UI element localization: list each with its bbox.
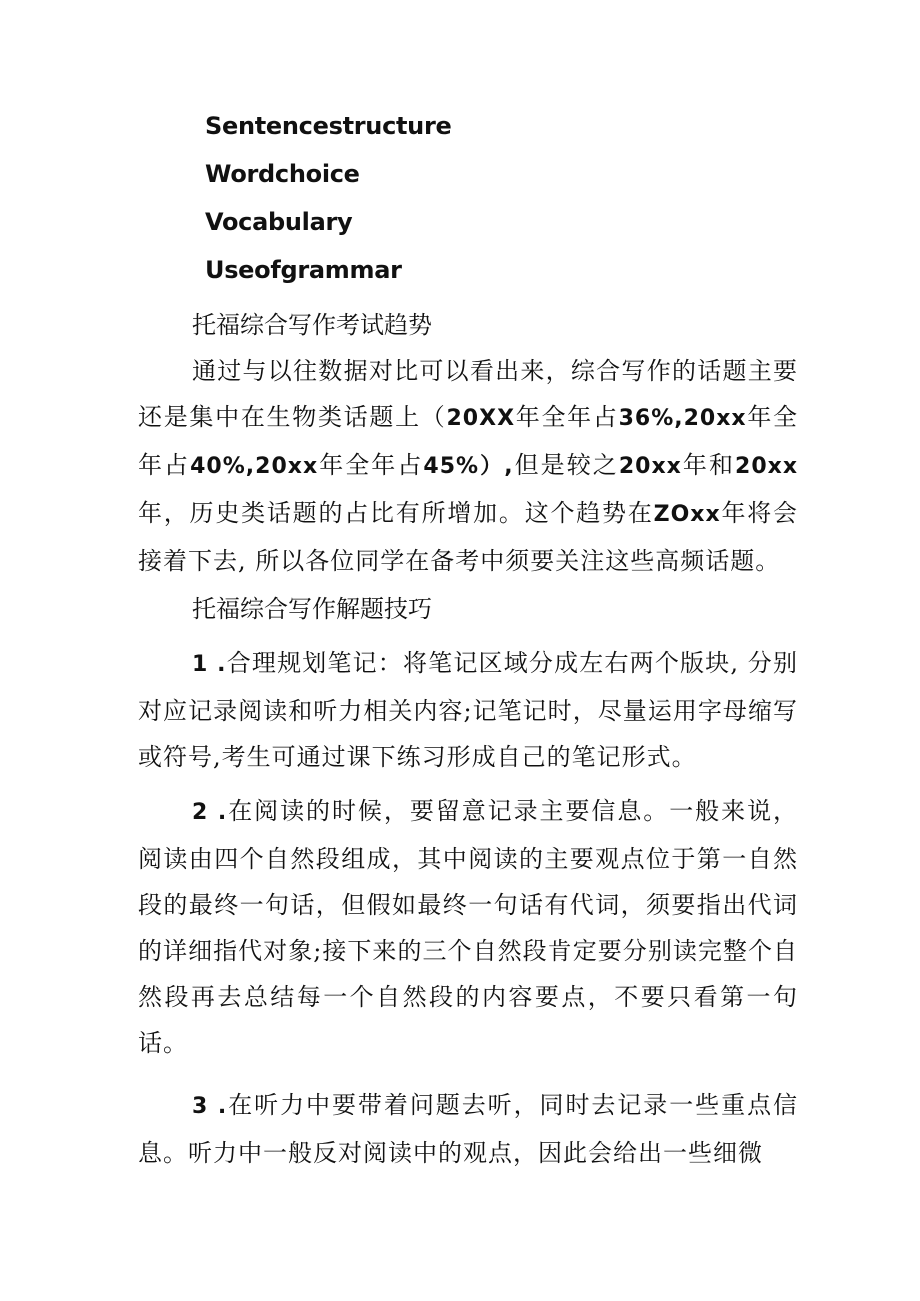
tip-text: 在阅读的时候，要留意记录主要信息。一般来说，阅读由四个自然段组成，其中阅读的主要观点位于第一自然段的最终一句话，但假如最终一句话有代词，须要指出代词的详细指代对象;接下来的三个自然段肯定要分别读完整个自然段再去总结每一个自然段的内容要点，不要只看第一句话。 [138,797,799,1057]
criteria-item: Wordchoice [205,160,360,188]
trend-text: 年全年占 [515,403,619,431]
criteria-item: Vocabulary [205,208,353,236]
tip-text: 在听力中要带着问题去听，同时去记录一些重点信息。听力中一般反对阅读中的观点，因此会给出一些细微 [138,1091,799,1167]
trend-figure: 45%）, [423,454,514,479]
criteria-item: Sentencestructure [205,112,452,140]
tip-number: 1 . [192,652,227,677]
tip-number: 3 . [192,1094,228,1119]
criteria-item: Useofgrammar [205,256,402,284]
trend-text: 年将会接着下去, 所以各位同学在备考中须要关注这些高频话题。 [138,499,799,575]
tip-number: 2 . [192,800,228,825]
trend-figure: 20XX [446,406,516,431]
trend-text: 但是较之 [513,451,619,479]
criteria-list [205,102,451,294]
trend-figure: 40%,20xx [190,454,319,479]
trend-text: 年全年占 [138,403,799,479]
trend-figure: 20xx [735,454,799,479]
trend-figure: ZOxx [653,502,721,527]
trend-text: 年和 [681,451,736,479]
trend-text: 通过与以往数据对比可以看出来，综合写作的话题主要还是集中在生物类话题上（ [138,357,798,431]
tip-item [138,788,798,1066]
trend-text: 年，历史类话题的占比有所增加。这个趋势在 [138,499,654,527]
trend-figure: 20xx [618,454,682,479]
trend-figure: 36%,20xx [618,406,747,431]
trend-paragraph [138,348,798,584]
tip-item [138,640,798,780]
tips-heading: 托福综合写作解题技巧 [192,595,432,623]
trend-heading: 托福综合写作考试趋势 [192,311,432,339]
trend-text: 年全年占 [318,451,424,479]
tip-item [138,1082,798,1176]
tip-text: 合理规划笔记：将笔记区域分成左右两个版块, 分别对应记录阅读和听力相关内容;记笔记时，尽量运用字母缩写或符号,考生可通过课下练习形成自己的笔记形式。 [138,649,798,771]
